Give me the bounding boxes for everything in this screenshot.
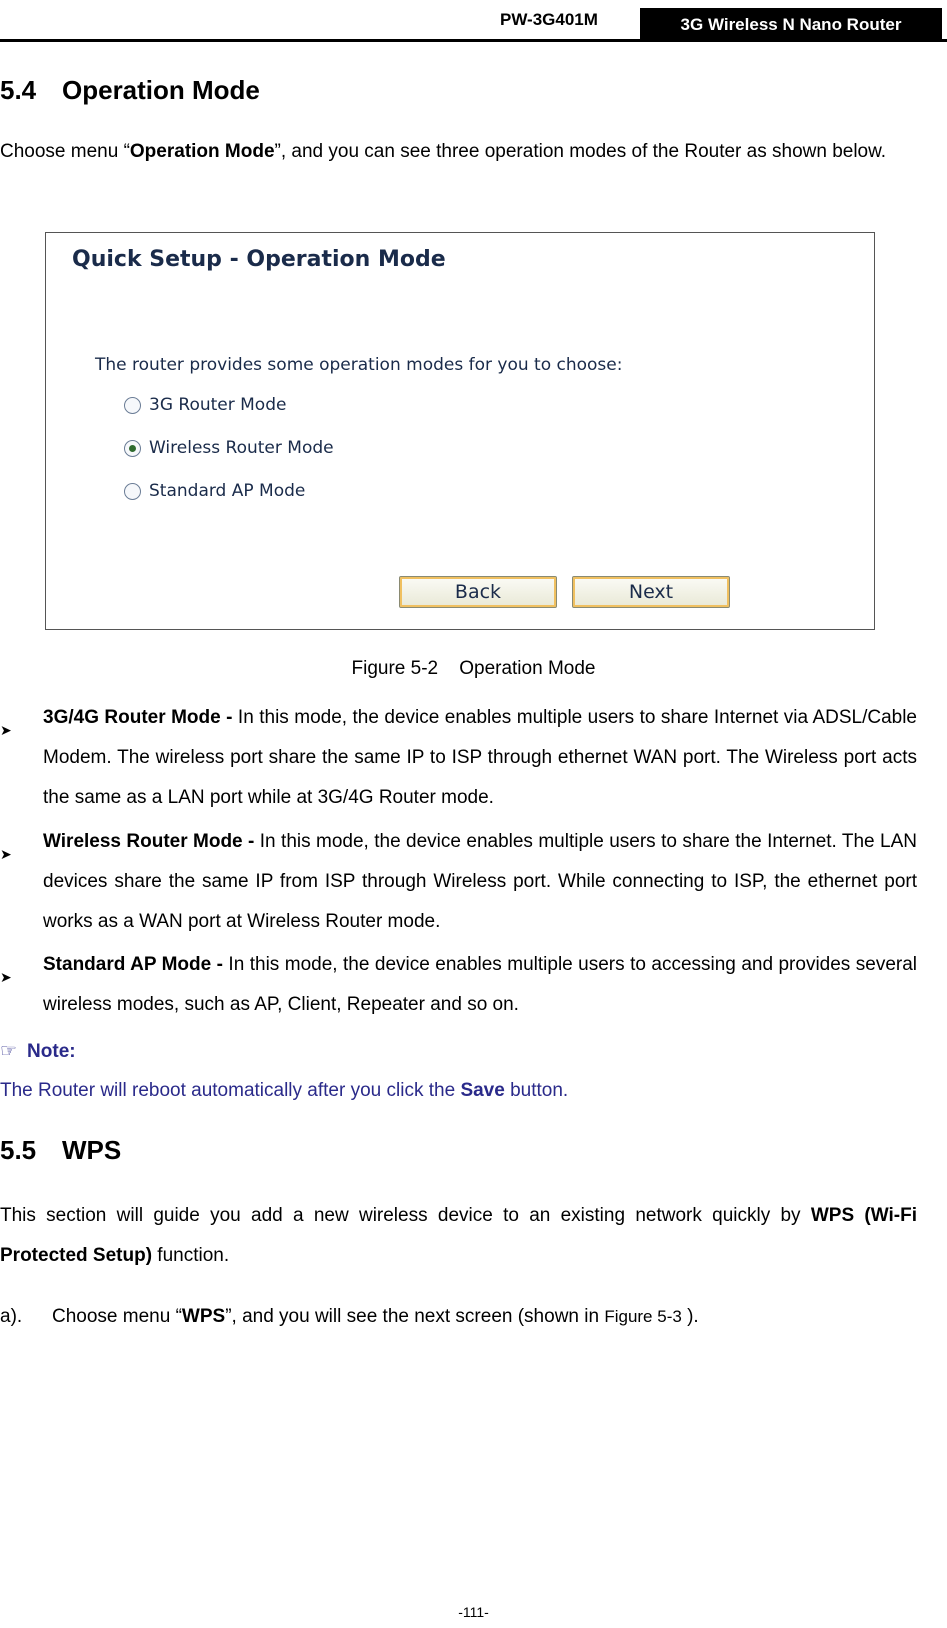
page-number: -111- (458, 1604, 489, 1620)
figure-caption: Figure 5-2 Operation Mode (351, 658, 596, 679)
radio-icon[interactable] (124, 397, 141, 414)
note-text-post: button. (504, 1080, 569, 1101)
operation-mode-screenshot (45, 232, 875, 630)
note-save-word: Save (460, 1080, 505, 1101)
bullet-desc: In this mode, the device enables multiple users to share the Internet. The LAN devices share the same IP from ISP through Wireless port. While connecting to ISP, the ethernet port works as a WAN port at Wireless Router mode. (43, 831, 917, 932)
option-standard-ap-mode[interactable] (124, 481, 305, 501)
step-text: Choose menu “ (52, 1306, 182, 1327)
bullet-desc: In this mode, the device enables multiple users to accessing and provides several wireless modes, such as AP, Client, Repeater and so on. (43, 954, 917, 1015)
wps-intro-end: function. (152, 1245, 230, 1266)
wps-intro (0, 1196, 917, 1276)
option-label: Standard AP Mode (149, 481, 306, 501)
wps-step-a (0, 1297, 917, 1337)
pointing-hand-icon: ☞ (0, 1041, 18, 1062)
note-label-text: Note: (27, 1041, 76, 1062)
section-heading-5-5 (0, 1135, 121, 1166)
figure-title: Quick Setup - Operation Mode (72, 247, 446, 272)
step-bold: WPS (181, 1306, 226, 1327)
option-label: Wireless Router Mode (149, 438, 334, 458)
bullet-desc: In this mode, the device enables multiple users to share Internet via ADSL/Cable Modem. The wireless port share the same IP to ISP through ethernet WAN port. The Wireless port acts the same as a LAN port while at 3G/4G Router mode. (43, 707, 917, 808)
header-rule (0, 39, 947, 42)
back-button[interactable]: Back (399, 576, 557, 608)
section-number: 5.5 (0, 1135, 37, 1165)
section-number: 5.4 (0, 75, 37, 105)
bullet-text (43, 698, 917, 818)
section-title: Operation Mode (62, 75, 260, 105)
bullet-text (43, 945, 917, 1025)
note-text-pre: The Router will reboot automatically after you click the (0, 1080, 461, 1101)
radio-icon[interactable] (124, 483, 141, 500)
bullet-wireless-router-mode (0, 822, 917, 942)
figure-prompt: The router provides some operation modes for you to choose: (95, 355, 623, 375)
next-button[interactable]: Next (572, 576, 730, 608)
step-text-post: ”, and you will see the next screen (shown in (225, 1306, 605, 1327)
arrow-bullet-icon: ➤ (0, 846, 12, 862)
intro-text-end: ”, and you can see three operation modes of the Router as shown below. (274, 141, 887, 162)
intro-text: Choose menu “ (0, 141, 130, 162)
header-product: 3G Wireless N Nano Router (640, 8, 942, 41)
arrow-bullet-icon: ➤ (0, 722, 12, 738)
bullet-term: 3G/4G Router Mode - (43, 707, 233, 728)
option-label: 3G Router Mode (149, 395, 287, 415)
header-model: PW-3G401M (500, 10, 598, 29)
figure-reference[interactable]: Figure 5-3 (604, 1307, 682, 1326)
bullet-term: Wireless Router Mode - (43, 831, 255, 852)
bullet-text (43, 822, 917, 942)
step-text-end: ). (681, 1306, 699, 1327)
note-label (0, 1040, 76, 1063)
arrow-bullet-icon: ➤ (0, 969, 12, 985)
section-title: WPS (62, 1135, 122, 1165)
intro-bold: Operation Mode (129, 141, 275, 162)
option-wireless-router-mode[interactable] (124, 438, 334, 458)
wps-intro-text: This section will guide you add a new wireless device to an existing network quickly by (0, 1205, 811, 1226)
bullet-term: Standard AP Mode - (43, 954, 223, 975)
step-label: a). (0, 1306, 23, 1327)
section-heading-5-4 (0, 75, 260, 106)
bullet-3g-router-mode (0, 698, 917, 818)
wps-intro-bold: WPS (Wi-Fi Protected Setup) (0, 1205, 917, 1266)
radio-selected-icon[interactable] (124, 440, 141, 457)
bullet-standard-ap-mode (0, 945, 917, 1025)
note-text (0, 1080, 568, 1102)
section-intro (0, 132, 917, 172)
option-3g-router-mode[interactable] (124, 395, 286, 415)
